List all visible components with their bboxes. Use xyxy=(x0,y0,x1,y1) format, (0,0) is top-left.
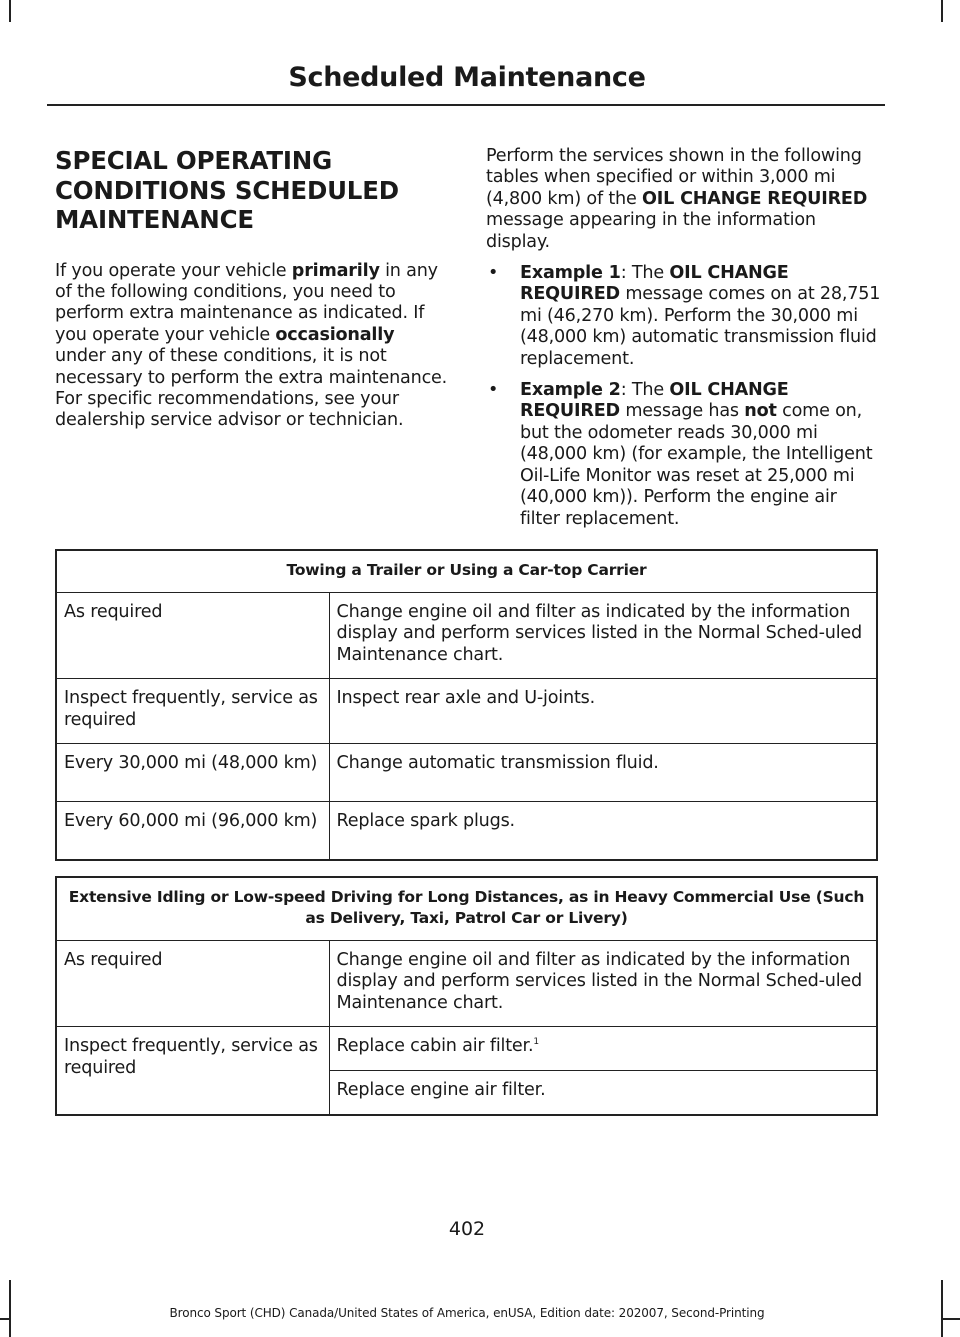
left-column xyxy=(55,146,450,432)
footer-edition-info: Bronco Sport (CHD) Canada/United States of America, enUSA, Edition date: 202007, Second-Printing xyxy=(169,1306,765,1320)
table-row: As required Change engine oil and filter as indicated by the information display and perform services listed in the Normal Sched-uled Maintenance chart. xyxy=(56,593,877,679)
section-title: SPECIAL OPERATING CONDITIONS SCHEDULED MAINTENANCE xyxy=(55,146,399,234)
table-title: Towing a Trailer or Using a Car-top Carrier xyxy=(56,550,877,593)
example-2-bullet: • Example 2: The OIL CHANGE REQUIRED message has not come on, but the odometer reads 30,000 mi (48,000 km) (for example, the Intelligent Oil-Life Monitor was reset at 25,000 mi (40,000 km)). Perform the engine air filter replacement. xyxy=(488,380,873,529)
right-column xyxy=(486,146,881,530)
crop-mark-bottom-right-h xyxy=(943,1318,960,1320)
crop-mark-top-right xyxy=(941,0,943,22)
towing-maintenance-table xyxy=(55,549,878,861)
table-row: As required Change engine oil and filter as indicated by the information display and perform services listed in the Normal Sched-uled Maintenance chart. xyxy=(56,941,877,1027)
commercial-use-maintenance-table xyxy=(55,876,878,1116)
intro-paragraph: If you operate your vehicle primarily in any of the following conditions, you need to perform extra maintenance as indicated. If you operate your vehicle occasionally under any of these conditions, it is not necessary to perform the extra maintenance. For specific recommendations, see your dealership service advisor or technician. xyxy=(55,260,448,431)
crop-mark-top-left xyxy=(9,0,11,22)
footnote-marker: 1 xyxy=(533,1037,539,1048)
table-row: Inspect frequently, service as required Inspect rear axle and U-joints. xyxy=(56,679,877,744)
example-1-bullet: • Example 1: The OIL CHANGE REQUIRED message comes on at 28,751 mi (46,270 km). Perform the 30,000 mi (48,000 km) automatic transmission fluid replacement. xyxy=(488,263,881,369)
table-row: Every 60,000 mi (96,000 km) Replace spark plugs. xyxy=(56,802,877,860)
service-timing-paragraph: Perform the services shown in the following tables when specified or within 3,000 mi (4,800 km) of the OIL CHANGE REQUIRED message appearing in the information display. xyxy=(486,146,868,252)
table-row: Inspect frequently, service as required Replace cabin air filter.$^1$ xyxy=(56,1027,877,1071)
table-title: Extensive Idling or Low-speed Driving for Long Distances, as in Heavy Commercial Use (Such as Delivery, Taxi, Patrol Car or Livery) xyxy=(56,877,877,941)
page-number: 402 xyxy=(448,1218,486,1240)
table-row: Every 30,000 mi (48,000 km) Change automatic transmission fluid. xyxy=(56,744,877,802)
page-header-title: Scheduled Maintenance xyxy=(288,62,646,93)
header-divider xyxy=(47,104,885,106)
table-row: Replace engine air filter. xyxy=(56,1071,877,1115)
crop-mark-bottom-right xyxy=(941,1280,943,1337)
